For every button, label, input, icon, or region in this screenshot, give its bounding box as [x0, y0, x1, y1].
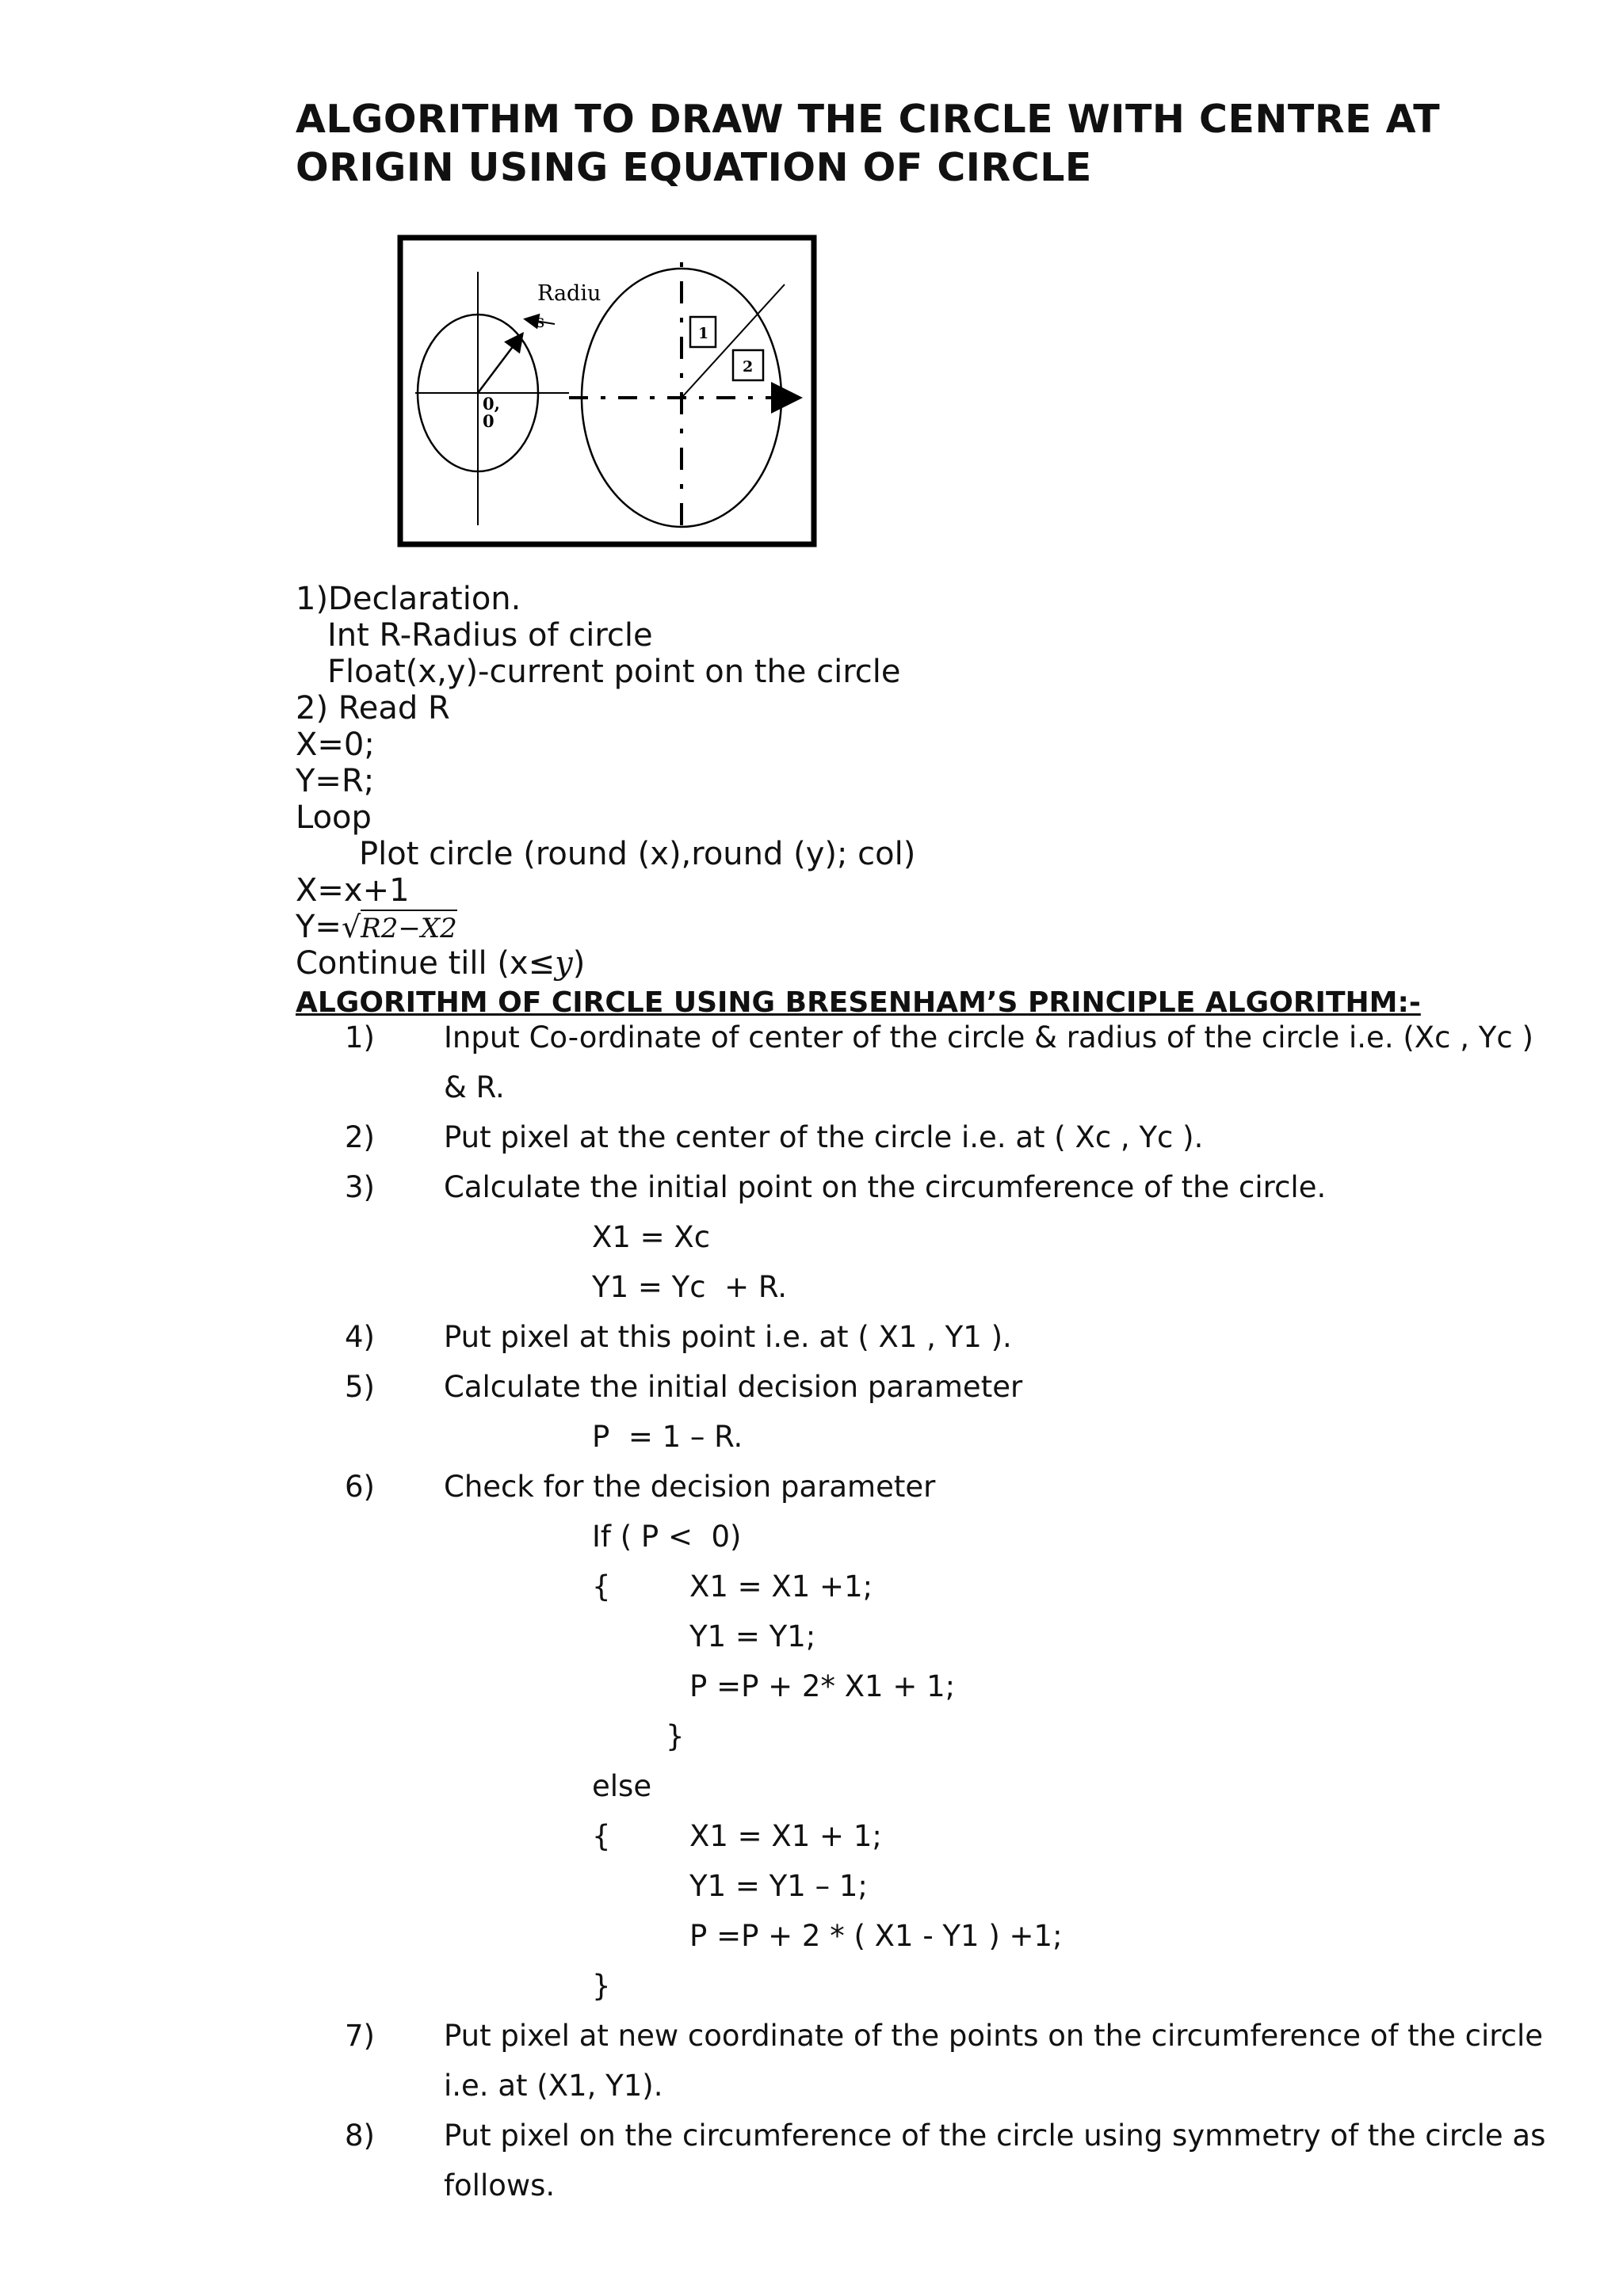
plot-circle-line: Plot circle (round (x),round (y); col): [359, 836, 916, 872]
bresenham-heading: ALGORITHM OF CIRCLE USING BRESENHAM’S PRINCIPLE ALGORITHM:-: [296, 986, 1421, 1019]
step-4-number: 4): [345, 1320, 375, 1354]
loop-keyword: Loop: [296, 799, 372, 836]
increment-x: X=x+1: [296, 872, 410, 909]
if-condition: If ( P < 0): [592, 1520, 742, 1554]
origin-label-2: 0: [483, 411, 495, 431]
if-x-update: X1 = X1 +1;: [689, 1569, 873, 1604]
step-6-text: Check for the decision parameter: [444, 1470, 936, 1504]
else-p-update: P =P + 2 * ( X1 - Y1 ) +1;: [689, 1919, 1063, 1953]
if-p-update: P =P + 2* X1 + 1;: [689, 1669, 956, 1703]
if-open-brace: {: [592, 1569, 611, 1604]
step-7-number: 7): [345, 2019, 375, 2053]
else-x-update: X1 = X1 + 1;: [689, 1819, 882, 1853]
circle-diagram: [396, 234, 824, 551]
step-4-text: Put pixel at this point i.e. at ( X1 , Y1 ).: [444, 1320, 1012, 1354]
if-y-update: Y1 = Y1;: [689, 1619, 816, 1653]
origin-label-1: 0,: [483, 394, 500, 414]
step-3-number: 3): [345, 1170, 375, 1204]
y1-init: Y1 = Yc + R.: [592, 1270, 788, 1304]
declaration-heading: 1)Declaration.: [296, 581, 521, 617]
figure-frame: [400, 238, 814, 544]
p-init: P = 1 – R.: [592, 1420, 743, 1454]
init-x: X=0;: [296, 727, 375, 763]
step-1-number: 1): [345, 1020, 375, 1055]
step-8-number: 8): [345, 2119, 375, 2153]
step-1-cont: & R.: [444, 1070, 505, 1104]
octant-label-1: 1: [698, 325, 709, 342]
declaration-int-r: Int R-Radius of circle: [327, 617, 653, 654]
radius-label-1: Radiu: [537, 281, 601, 306]
sqrt-radicand: R2−X2: [361, 910, 457, 944]
y-equation: Y=√R2−X2: [296, 909, 457, 945]
radius-label-2: s: [536, 312, 545, 332]
x1-init: X1 = Xc: [592, 1220, 711, 1254]
step-6-number: 6): [345, 1470, 375, 1504]
page-title-line-2: ORIGIN USING EQUATION OF CIRCLE: [296, 145, 1092, 190]
page-title-line-1: ALGORITHM TO DRAW THE CIRCLE WITH CENTRE AT: [296, 97, 1441, 142]
sqrt-icon: √: [341, 910, 361, 944]
declaration-float-xy: Float(x,y)-current point on the circle: [327, 654, 901, 690]
step-7-cont: i.e. at (X1, Y1).: [444, 2069, 663, 2103]
step-5-number: 5): [345, 1370, 375, 1404]
continue-condition: Continue till (x≤y): [296, 945, 586, 982]
init-y: Y=R;: [296, 763, 375, 799]
step-8-text: Put pixel on the circumference of the circle using symmetry of the circle as: [444, 2119, 1546, 2153]
step-2-text: Put pixel at the center of the circle i.e. at ( Xc , Yc ).: [444, 1120, 1204, 1154]
read-r: 2) Read R: [296, 690, 450, 727]
step-5-text: Calculate the initial decision parameter: [444, 1370, 1023, 1404]
if-close-brace: }: [666, 1719, 685, 1753]
else-keyword: else: [592, 1769, 652, 1803]
else-close-brace: }: [592, 1969, 611, 2003]
octant-label-2: 2: [743, 358, 754, 376]
step-8-cont: follows.: [444, 2168, 556, 2203]
step-3-text: Calculate the initial point on the circumference of the circle.: [444, 1170, 1327, 1204]
else-y-update: Y1 = Y1 – 1;: [689, 1869, 868, 1903]
else-open-brace: {: [592, 1819, 611, 1853]
step-2-number: 2): [345, 1120, 375, 1154]
step-7-text: Put pixel at new coordinate of the points on the circumference of the circle: [444, 2019, 1544, 2053]
step-1-text: Input Co-ordinate of center of the circle & radius of the circle i.e. (Xc , Yc ): [444, 1020, 1533, 1055]
radius-arrow: [478, 335, 521, 393]
